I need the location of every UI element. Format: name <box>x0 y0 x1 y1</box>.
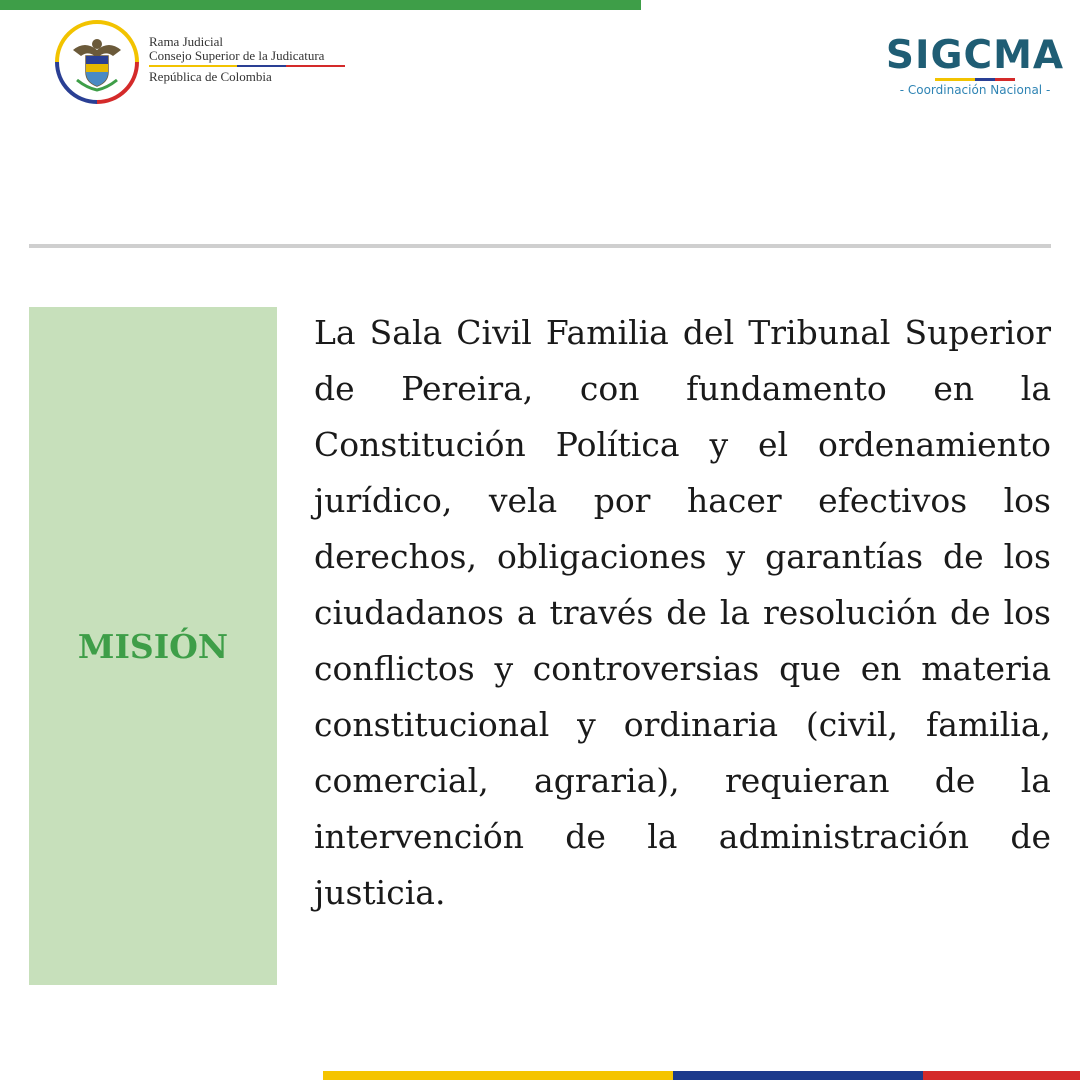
mission-text: La Sala Civil Familia del Tribunal Superior de Pereira, con fundamento en la Constitución Política y el ordenamiento jurídico, vela por hacer efectivos los derechos, obligaciones y garantías de los ciudadanos a través de la resolución de los conflictos y controversias que en materia constitucional y ordinaria (civil, familia, comercial, agraria), requieran de la intervención de la administración de justicia. <box>314 313 1051 912</box>
rama-judicial-logo <box>55 20 355 106</box>
sigcma-logo <box>880 34 1070 104</box>
top-green-bar <box>0 0 641 10</box>
brand-name: SIGCMA <box>885 33 1065 78</box>
bottom-flag-bar <box>323 1071 1080 1080</box>
flag-rule <box>149 65 345 67</box>
flag-blue-segment <box>673 1071 923 1080</box>
flag-yellow-segment <box>323 1071 673 1080</box>
mission-title: MISIÓN <box>77 626 229 666</box>
mission-label-panel <box>29 307 277 985</box>
org-council: Consejo Superior de la Judicatura <box>149 48 325 63</box>
org-name: Rama Judicial <box>149 34 224 49</box>
org-country: República de Colombia <box>149 69 272 84</box>
colombia-coat-of-arms-seal-icon <box>55 20 139 104</box>
brand-subtitle: - Coordinación Nacional - <box>899 83 1051 97</box>
section-divider <box>29 244 1051 248</box>
flag-red-segment <box>923 1071 1080 1080</box>
brand-flag-rule <box>935 78 1015 81</box>
